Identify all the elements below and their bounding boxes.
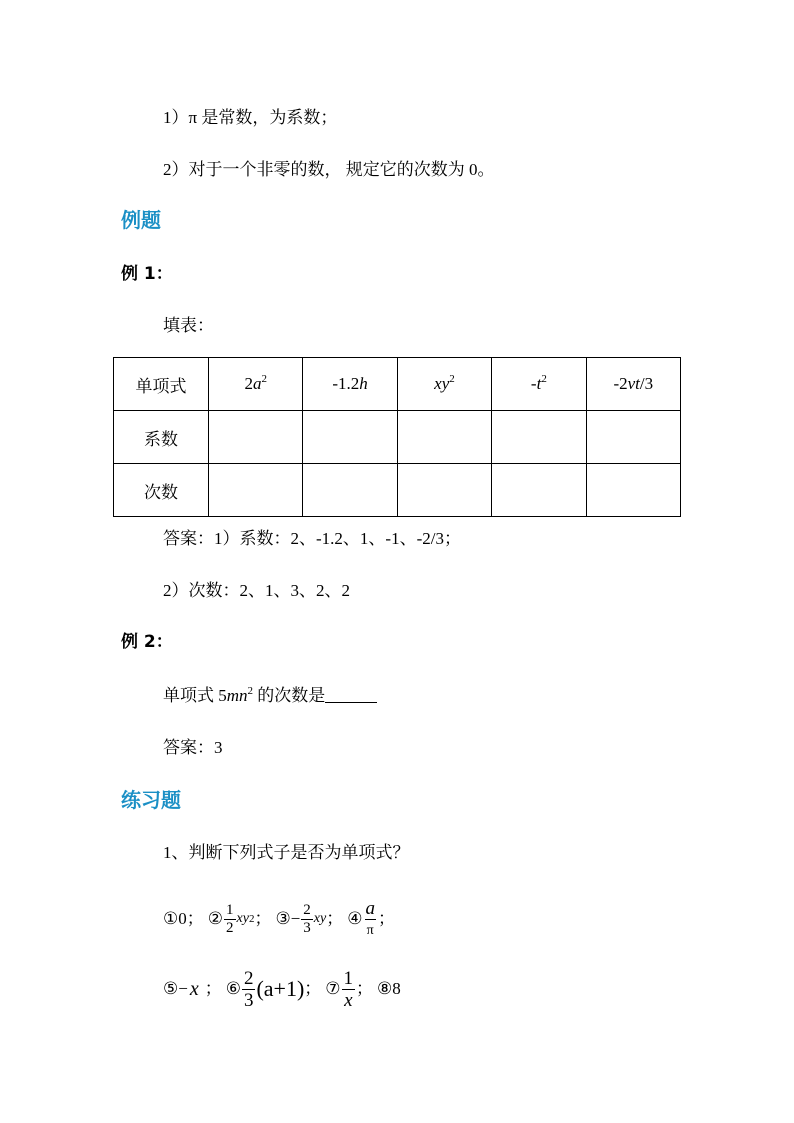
practice-heading: 练习题 <box>121 788 181 812</box>
item-1: ①0； <box>163 909 204 928</box>
example-1-answer-coefficients: 答案：1）系数：2、-1.2、1、-1、-2/3； <box>163 529 461 548</box>
example-2-label: 例 2： <box>121 632 173 652</box>
item-2-variable: xy <box>236 911 249 926</box>
item-4-mark: ④ <box>347 909 363 928</box>
item-3-mark: ③− <box>275 909 301 928</box>
item-6-end: ； <box>304 979 322 998</box>
question-exponent: 2 <box>247 685 254 697</box>
fraction-numerator: 1 <box>343 967 354 989</box>
question-variable: mn <box>226 686 248 705</box>
item-7-fraction <box>342 968 356 1011</box>
practice-items-row-2 <box>163 964 401 1014</box>
table-cell: -1.2h <box>303 358 397 411</box>
table-cell: 单项式 <box>114 358 209 411</box>
examples-heading: 例题 <box>121 208 161 232</box>
table-cell <box>397 464 491 517</box>
item-4-fraction <box>363 898 377 941</box>
table-cell: $2a^2$ <box>209 358 303 411</box>
fraction-denominator: π <box>365 919 376 941</box>
practice-question: 1、判断下列式子是否为单项式？ <box>163 843 410 862</box>
table-cell <box>209 464 303 517</box>
table-cell: $xy^2$ <box>397 358 491 411</box>
question-text: 的次数是 <box>257 686 326 705</box>
example-1-label: 例 1： <box>121 264 173 284</box>
table-cell: $-t^2$ <box>492 358 586 411</box>
fraction-numerator: 2 <box>303 901 311 918</box>
item-2-fraction <box>224 902 236 937</box>
table-cell <box>492 464 586 517</box>
item-5-mark: ⑤− <box>163 979 188 998</box>
item-7-mark: ⑦ <box>325 979 341 998</box>
fraction-denominator: 2 <box>226 919 234 936</box>
item-4-end: ； <box>377 909 395 928</box>
example-1-instruction: 填表： <box>163 316 214 335</box>
fraction-denominator: 3 <box>303 919 311 936</box>
example-1-answer-degrees: 2）次数：2、1、3、2、2 <box>163 581 350 600</box>
table-row <box>114 411 681 464</box>
table-cell <box>586 464 680 517</box>
item-3-end: ； <box>326 909 344 928</box>
item-7-end: ； <box>356 979 374 998</box>
table-cell: 次数 <box>114 464 209 517</box>
question-text: 单项式 5 <box>163 686 227 705</box>
table-row <box>114 464 681 517</box>
item-5-variable: x <box>189 978 199 1000</box>
item-3-fraction <box>301 902 313 937</box>
table-cell <box>303 464 397 517</box>
table-cell <box>492 411 586 464</box>
table-cell <box>303 411 397 464</box>
table-cell: 系数 <box>114 411 209 464</box>
item-6-expression: (a+1) <box>256 976 305 1001</box>
item-8: ⑧8 <box>377 979 401 998</box>
table-cell: -2vt/3 <box>586 358 680 411</box>
item-5-end: ； <box>204 979 222 998</box>
fraction-numerator: 1 <box>226 901 234 918</box>
item-3-variable: xy <box>313 911 327 926</box>
practice-items-row-1: ①0； ② $\frac{1}{2}$ xy 2 ； ③− $\frac{2}{3}$ xy ； ④ $\frac{a}{\pi}$ ； <box>163 896 395 942</box>
table-cell <box>586 411 680 464</box>
fraction-denominator: 3 <box>243 989 254 1011</box>
table-cell <box>209 411 303 464</box>
fraction-numerator: 2 <box>243 967 254 989</box>
table-header-row <box>114 358 681 411</box>
note-nonzero-degree: 2）对于一个非零的数， 规定它的次数为 0。 <box>163 160 495 179</box>
table-cell <box>397 411 491 464</box>
answer-blank <box>325 688 377 703</box>
item-6-fraction <box>242 968 256 1011</box>
note-pi-constant: 1）π 是常数，为系数； <box>163 108 338 127</box>
item-6-mark: ⑥ <box>225 979 241 998</box>
fill-in-table <box>113 357 681 517</box>
example-2-answer: 答案：3 <box>163 738 223 757</box>
item-2-mark: ② <box>207 909 223 928</box>
example-2-question <box>163 686 377 706</box>
fraction-numerator: a <box>365 897 375 919</box>
fraction-denominator: x <box>344 989 353 1011</box>
item-2-end: ； <box>254 909 272 928</box>
